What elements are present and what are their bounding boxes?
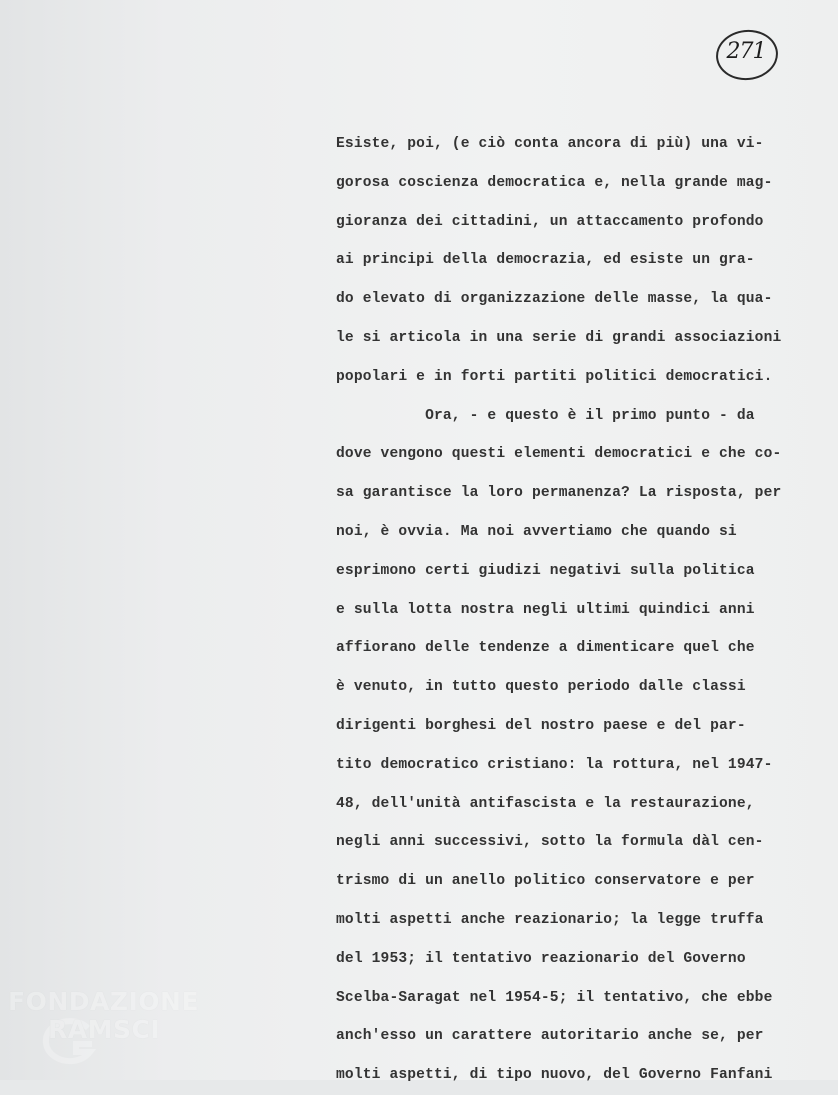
text-line: popolari e in forti partiti politici democratici.: [336, 368, 773, 385]
text-line: affiorano delle tendenze a dimenticare quel che: [336, 640, 755, 657]
watermark-line-1: FONDAZIONE: [8, 987, 200, 1016]
text-line: Scelba-Saragat nel 1954-5; il tentativo, che ebbe: [336, 989, 773, 1006]
text-line: negli anni successivi, sotto la formula dàl cen-: [336, 834, 764, 851]
text-line: molti aspetti anche reazionario; la legge truffa: [336, 911, 764, 928]
text-line: sa garantisce la loro permanenza? La risposta, per: [336, 485, 782, 502]
text-line: Ora, - e questo è il primo punto - da: [336, 407, 755, 424]
text-line: ai principi della democrazia, ed esiste un gra-: [336, 252, 755, 269]
text-line: e sulla lotta nostra negli ultimi quindici anni: [336, 601, 755, 618]
text-line: dove vengono questi elementi democratici e che co-: [336, 446, 782, 463]
page-number-stamp: [716, 30, 778, 80]
text-line: gorosa coscienza democratica e, nella grande mag-: [336, 174, 773, 191]
text-line: dirigenti borghesi del nostro paese e del par-: [336, 717, 746, 734]
text-line: trismo di un anello politico conservatore e per: [336, 873, 755, 890]
page-number: 271: [726, 39, 766, 64]
watermark-line-2: RAMSCI: [48, 1015, 161, 1044]
text-line: le si articola in una serie di grandi associazioni: [336, 329, 782, 346]
text-line: do elevato di organizzazione delle masse, la qua-: [336, 291, 773, 308]
text-line: gioranza dei cittadini, un attaccamento profondo: [336, 213, 764, 230]
text-line: del 1953; il tentativo reazionario del Governo: [336, 950, 746, 967]
text-line: anch'esso un carattere autoritario anche se, per: [336, 1028, 764, 1045]
text-line: noi, è ovvia. Ma noi avvertiamo che quando si: [336, 523, 737, 540]
watermark-logo: [8, 988, 218, 1068]
text-line: Esiste, poi, (e ciò conta ancora di più) una vi-: [336, 136, 764, 152]
text-line: molti aspetti, di tipo nuovo, del Governo Fanfani: [336, 1067, 773, 1084]
text-line: è venuto, in tutto questo periodo dalle classi: [336, 679, 746, 696]
typewritten-text: [336, 125, 836, 1095]
text-line: esprimono certi giudizi negativi sulla politica: [336, 562, 755, 579]
text-line: tito democratico cristiano: la rottura, nel 1947-: [336, 756, 773, 773]
text-line: 48, dell'unità antifascista e la restaurazione,: [336, 795, 755, 812]
